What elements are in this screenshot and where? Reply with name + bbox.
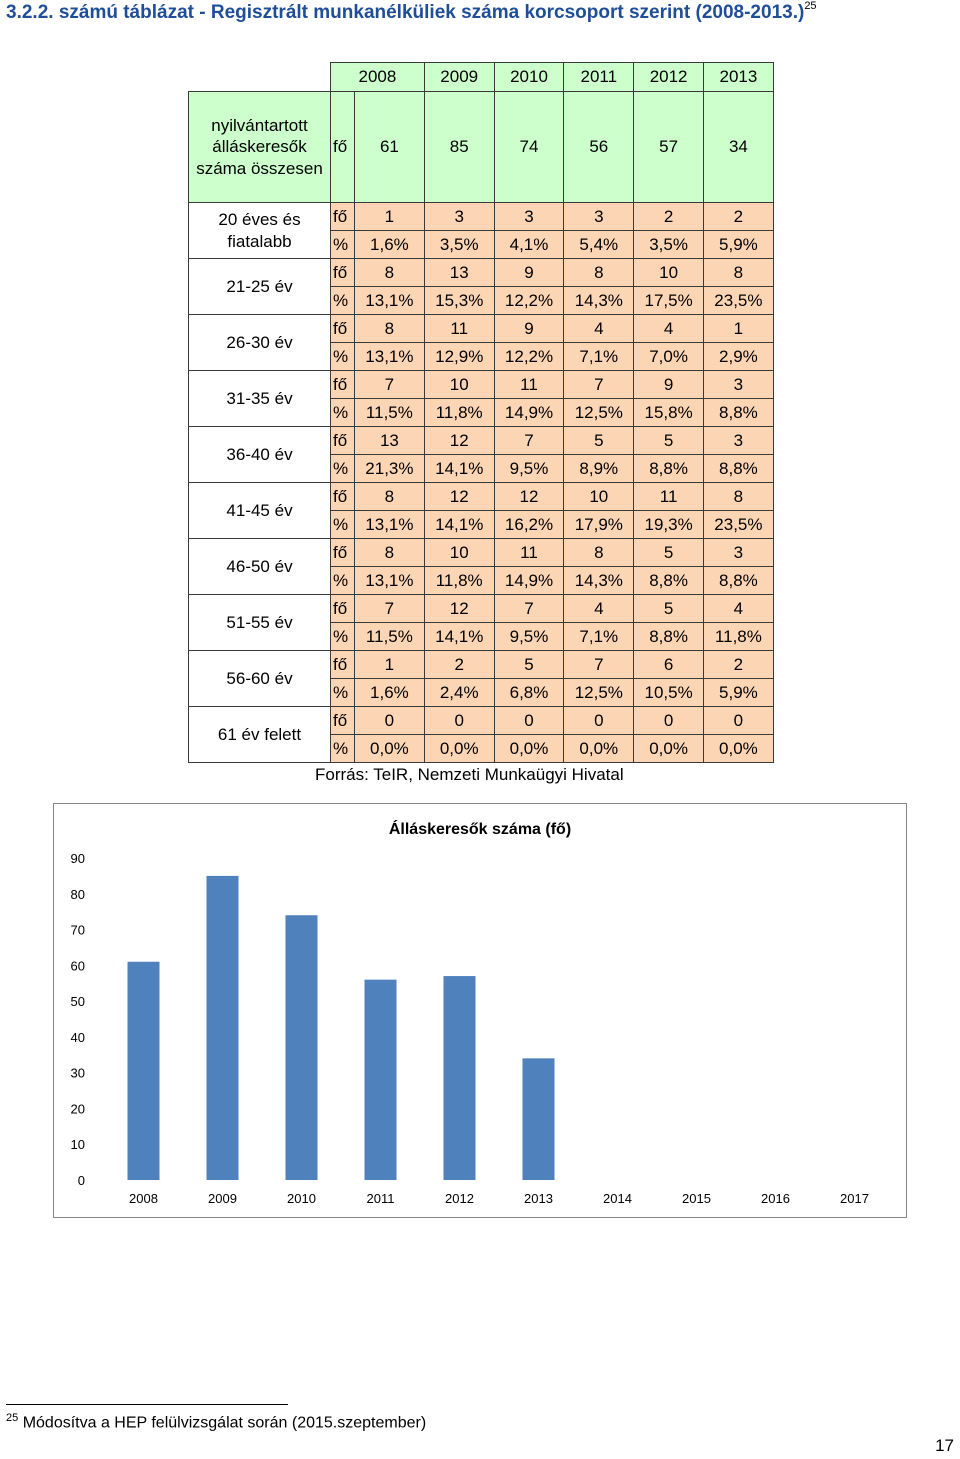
value-cell: 7: [355, 595, 425, 623]
value-cell: 6: [634, 651, 704, 679]
value-cell: 8,8%: [704, 399, 774, 427]
value-cell: 14,9%: [494, 399, 564, 427]
value-cell: 10,5%: [634, 679, 704, 707]
value-cell: 4: [704, 595, 774, 623]
value-cell: 10: [424, 539, 494, 567]
value-cell: 2: [634, 203, 704, 231]
value-cell: 2,9%: [704, 343, 774, 371]
value-cell: 3,5%: [424, 231, 494, 259]
value-cell: 10: [634, 259, 704, 287]
value-cell: 8: [564, 539, 634, 567]
unit-cell: fő: [331, 371, 355, 399]
table-row: [189, 371, 774, 399]
row-label: 61 év felett: [189, 707, 331, 763]
value-cell: 2,4%: [424, 679, 494, 707]
value-cell: 3: [704, 427, 774, 455]
value-cell: 7,1%: [564, 343, 634, 371]
chart-canvas: [54, 804, 906, 1217]
value-cell: 7: [355, 371, 425, 399]
value-cell: 8: [355, 259, 425, 287]
value-cell: 8,8%: [634, 455, 704, 483]
x-tick-label: 2011: [366, 1191, 395, 1206]
year-header: 2010: [494, 63, 564, 92]
value-cell: 8,8%: [634, 623, 704, 651]
value-cell: 11,8%: [424, 567, 494, 595]
value-cell: 5: [564, 427, 634, 455]
table-row: [189, 203, 774, 231]
value-cell: 5,4%: [564, 231, 634, 259]
value-cell: 0: [634, 707, 704, 735]
x-tick-label: 2017: [840, 1191, 869, 1206]
value-cell: 7: [564, 371, 634, 399]
total-value-cell: 74: [494, 92, 564, 203]
value-cell: 14,3%: [564, 567, 634, 595]
row-label: nyilvántartott álláskeresők száma összesen: [189, 92, 331, 203]
value-cell: 4: [564, 315, 634, 343]
value-cell: 3: [704, 371, 774, 399]
x-tick-label: 2013: [524, 1191, 553, 1206]
value-cell: 11: [424, 315, 494, 343]
bar-2012: [444, 976, 476, 1180]
value-cell: 11: [494, 539, 564, 567]
value-cell: 0: [424, 707, 494, 735]
y-tick-label: 30: [70, 1065, 85, 1081]
value-cell: 11,8%: [704, 623, 774, 651]
x-tick-label: 2010: [287, 1191, 316, 1206]
unit-cell: fő: [331, 203, 355, 231]
x-tick-label: 2016: [761, 1191, 790, 1206]
value-cell: 3: [704, 539, 774, 567]
value-cell: 5: [634, 539, 704, 567]
y-tick-label: 20: [70, 1101, 85, 1117]
unit-cell: %: [331, 735, 355, 763]
value-cell: 11,8%: [424, 399, 494, 427]
unit-cell: %: [331, 455, 355, 483]
unit-cell: %: [331, 231, 355, 259]
footnote-number: 25: [6, 1412, 19, 1424]
table-row: [189, 427, 774, 455]
value-cell: 8: [704, 483, 774, 511]
value-cell: 8: [564, 259, 634, 287]
value-cell: 8: [355, 539, 425, 567]
x-tick-label: 2008: [129, 1191, 158, 1206]
unit-cell: %: [331, 343, 355, 371]
value-cell: 7: [494, 595, 564, 623]
value-cell: 12,9%: [424, 343, 494, 371]
value-cell: 12,2%: [494, 287, 564, 315]
value-cell: 0,0%: [634, 735, 704, 763]
bar-2011: [365, 980, 397, 1180]
row-label: 31-35 év: [189, 371, 331, 427]
y-tick-label: 90: [70, 851, 85, 866]
value-cell: 9,5%: [494, 455, 564, 483]
unit-cell: %: [331, 679, 355, 707]
value-cell: 12: [424, 595, 494, 623]
heading-footnote-ref: 25: [804, 0, 817, 12]
y-tick-label: 50: [70, 994, 85, 1010]
unit-cell: fő: [331, 92, 355, 203]
chart-title: Álláskeresők száma (fő): [388, 821, 572, 838]
table-row: [189, 483, 774, 511]
value-cell: 8: [355, 315, 425, 343]
value-cell: 17,5%: [634, 287, 704, 315]
unit-cell: fő: [331, 483, 355, 511]
value-cell: 0,0%: [355, 735, 425, 763]
value-cell: 11: [494, 371, 564, 399]
value-cell: 2: [704, 651, 774, 679]
bar-2013: [523, 1058, 555, 1180]
value-cell: 3: [564, 203, 634, 231]
value-cell: 13,1%: [355, 567, 425, 595]
value-cell: 0: [355, 707, 425, 735]
unit-cell: fő: [331, 651, 355, 679]
value-cell: 7,1%: [564, 623, 634, 651]
y-tick-label: 80: [70, 886, 85, 902]
value-cell: 8,9%: [564, 455, 634, 483]
year-header: 2012: [634, 63, 704, 92]
unit-cell: fő: [331, 707, 355, 735]
bar-2008: [128, 962, 160, 1180]
value-cell: 8,8%: [704, 567, 774, 595]
value-cell: 1: [355, 203, 425, 231]
value-cell: 1: [704, 315, 774, 343]
row-label: 46-50 év: [189, 539, 331, 595]
unit-cell: %: [331, 511, 355, 539]
bar-chart: [53, 803, 907, 1218]
unit-cell: %: [331, 623, 355, 651]
year-header: 2013: [704, 63, 774, 92]
y-tick-label: 0: [77, 1173, 85, 1188]
year-header: 2009: [424, 63, 494, 92]
value-cell: 8,8%: [634, 567, 704, 595]
total-value-cell: 61: [355, 92, 425, 203]
value-cell: 17,9%: [564, 511, 634, 539]
value-cell: 19,3%: [634, 511, 704, 539]
value-cell: 1: [355, 651, 425, 679]
value-cell: 13,1%: [355, 343, 425, 371]
value-cell: 7,0%: [634, 343, 704, 371]
value-cell: 11: [634, 483, 704, 511]
x-tick-label: 2009: [208, 1191, 237, 1206]
unit-cell: fő: [331, 595, 355, 623]
value-cell: 11,5%: [355, 623, 425, 651]
row-label: 36-40 év: [189, 427, 331, 483]
value-cell: 16,2%: [494, 511, 564, 539]
value-cell: 11,5%: [355, 399, 425, 427]
row-label: 41-45 év: [189, 483, 331, 539]
value-cell: 0,0%: [564, 735, 634, 763]
footnote-divider: [6, 1404, 288, 1405]
value-cell: 9: [494, 315, 564, 343]
value-cell: 3: [424, 203, 494, 231]
table-row: [189, 315, 774, 343]
value-cell: 14,1%: [424, 623, 494, 651]
value-cell: 4: [564, 595, 634, 623]
year-header: 2011: [564, 63, 634, 92]
table-row: [189, 259, 774, 287]
value-cell: 2: [704, 203, 774, 231]
page-heading: [6, 2, 817, 24]
value-cell: 15,3%: [424, 287, 494, 315]
x-tick-label: 2015: [682, 1191, 711, 1206]
total-row: [189, 92, 774, 203]
value-cell: 14,1%: [424, 511, 494, 539]
year-header-row: [189, 63, 774, 92]
value-cell: 8,8%: [704, 455, 774, 483]
row-label: 56-60 év: [189, 651, 331, 707]
value-cell: 5: [634, 427, 704, 455]
value-cell: 15,8%: [634, 399, 704, 427]
value-cell: 10: [564, 483, 634, 511]
unit-cell: fő: [331, 315, 355, 343]
unit-cell: %: [331, 287, 355, 315]
value-cell: 0: [704, 707, 774, 735]
source-note: Forrás: TeIR, Nemzeti Munkaügyi Hivatal: [315, 765, 624, 784]
value-cell: 12,5%: [564, 679, 634, 707]
value-cell: 23,5%: [704, 287, 774, 315]
y-tick-label: 40: [70, 1029, 85, 1045]
unit-cell: %: [331, 567, 355, 595]
page-number: 17: [935, 1436, 954, 1455]
value-cell: 13: [424, 259, 494, 287]
value-cell: 9: [634, 371, 704, 399]
bar-2010: [286, 915, 318, 1180]
value-cell: 7: [564, 651, 634, 679]
footnote: [6, 1412, 426, 1432]
value-cell: 13: [355, 427, 425, 455]
value-cell: 0,0%: [704, 735, 774, 763]
value-cell: 7: [494, 427, 564, 455]
unemployment-table: [188, 62, 774, 763]
value-cell: 9,5%: [494, 623, 564, 651]
total-value-cell: 85: [424, 92, 494, 203]
value-cell: 8: [704, 259, 774, 287]
value-cell: 0: [494, 707, 564, 735]
unit-cell: fő: [331, 539, 355, 567]
table-body: [189, 92, 774, 763]
value-cell: 12: [424, 483, 494, 511]
row-label: 20 éves és fiatalabb: [189, 203, 331, 259]
unit-cell: %: [331, 399, 355, 427]
table-row: [189, 595, 774, 623]
heading-text: 3.2.2. számú táblázat - Regisztrált munkanélküliek száma korcsoport szerint (2008-2013.): [6, 2, 805, 23]
value-cell: 3,5%: [634, 231, 704, 259]
value-cell: 2: [424, 651, 494, 679]
table-row: [189, 707, 774, 735]
value-cell: 6,8%: [494, 679, 564, 707]
value-cell: 5,9%: [704, 231, 774, 259]
unit-cell: fő: [331, 259, 355, 287]
footnote-text: Módosítva a HEP felülvizsgálat során (2015.szeptember): [22, 1414, 427, 1432]
value-cell: 23,5%: [704, 511, 774, 539]
unit-cell: fő: [331, 427, 355, 455]
value-cell: 0,0%: [494, 735, 564, 763]
value-cell: 12: [494, 483, 564, 511]
value-cell: 5: [494, 651, 564, 679]
total-value-cell: 34: [704, 92, 774, 203]
value-cell: 3: [494, 203, 564, 231]
x-tick-label: 2012: [445, 1191, 474, 1206]
value-cell: 14,9%: [494, 567, 564, 595]
row-label: 51-55 év: [189, 595, 331, 651]
value-cell: 4: [634, 315, 704, 343]
value-cell: 14,1%: [424, 455, 494, 483]
value-cell: 9: [494, 259, 564, 287]
value-cell: 13,1%: [355, 511, 425, 539]
value-cell: 10: [424, 371, 494, 399]
y-tick-label: 60: [70, 958, 85, 974]
row-label: 21-25 év: [189, 259, 331, 315]
y-tick-label: 10: [70, 1137, 85, 1153]
total-value-cell: 56: [564, 92, 634, 203]
table-row: [189, 651, 774, 679]
x-tick-label: 2014: [603, 1191, 632, 1206]
table-row: [189, 539, 774, 567]
y-tick-label: 70: [70, 922, 85, 938]
value-cell: 0: [564, 707, 634, 735]
value-cell: 5,9%: [704, 679, 774, 707]
value-cell: 5: [634, 595, 704, 623]
value-cell: 1,6%: [355, 231, 425, 259]
value-cell: 1,6%: [355, 679, 425, 707]
corner-cell: [189, 63, 331, 92]
value-cell: 14,3%: [564, 287, 634, 315]
bar-2009: [207, 876, 239, 1180]
value-cell: 8: [355, 483, 425, 511]
total-value-cell: 57: [634, 92, 704, 203]
value-cell: 4,1%: [494, 231, 564, 259]
value-cell: 0,0%: [424, 735, 494, 763]
value-cell: 12,5%: [564, 399, 634, 427]
value-cell: 21,3%: [355, 455, 425, 483]
year-header: 2008: [331, 63, 425, 92]
value-cell: 12,2%: [494, 343, 564, 371]
value-cell: 12: [424, 427, 494, 455]
value-cell: 13,1%: [355, 287, 425, 315]
row-label: 26-30 év: [189, 315, 331, 371]
